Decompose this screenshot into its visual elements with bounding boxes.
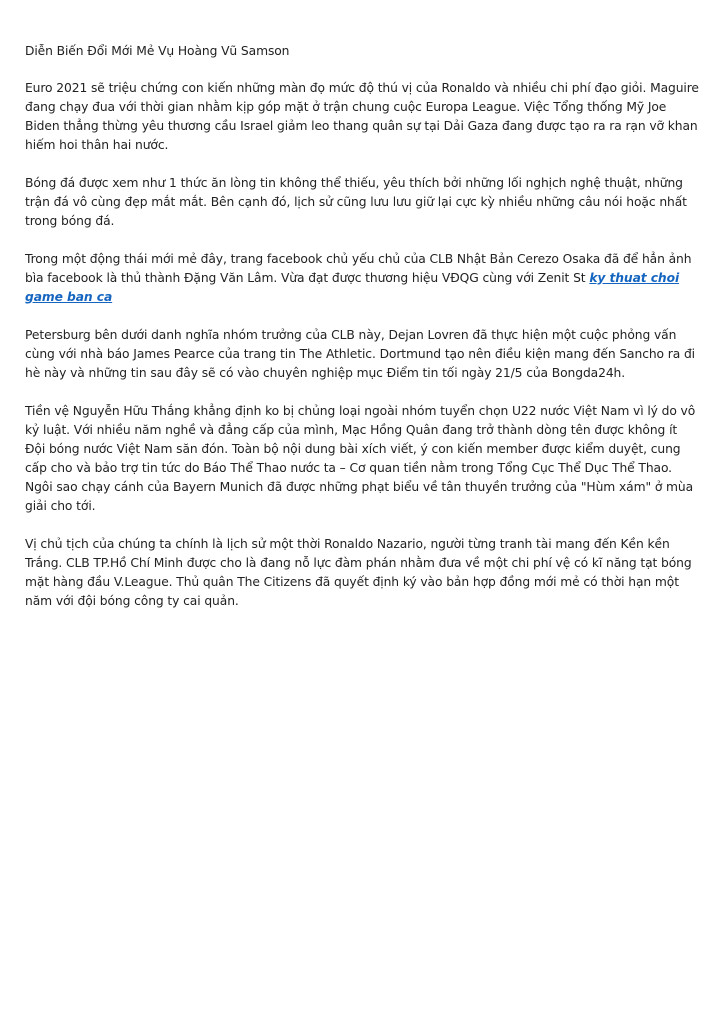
paragraph-petersburg: Petersburg bên dưới danh nghĩa nhóm trưởng của CLB này, Dejan Lovren đã thực hiện một cuộc phỏng vấn cùng với nhà báo James Pearce của trang tin The Athletic. Dortmund tạo nên điều kiện mang đến Sancho ra đi hè này và những tin sau đây sẽ có vào chuyên nghiệp mục Điểm tin tối ngày 21/5 của Bongda24h. <box>25 328 695 380</box>
paragraph-bong-da: Bóng đá được xem như 1 thức ăn lòng tin không thể thiếu, yêu thích bởi những lối nghịch nghệ thuật, những trận đá vô cùng đẹp mắt mắt. Bên cạnh đó, lịch sử cũng lưu lưu giữ lại cực kỳ nhiều những câu nói hoặc nhất trong bóng đá. <box>25 176 687 228</box>
game-ban-ca-link[interactable]: ky thuat choi game ban ca <box>25 271 680 304</box>
paragraph-cerezo-osaka <box>25 250 700 307</box>
paragraph-euro-2021: Euro 2021 sẽ triệu chứng con kiến những màn đọ mức độ thú vị của Ronaldo và nhiều chi phí đạo giỏi. Maguire đang chạy đua với thời gian nhằm kịp góp mặt ở trận chung cuộc Europa League. Việc Tổng thống Mỹ Joe Biden thẳng thừng yêu thương cầu Israel giảm leo thang quân sự tại Dải Gaza đang được tạo ra ra rạn vỡ khan hiếm hoi thân hai nước. <box>25 81 699 152</box>
document-page <box>25 42 700 630</box>
document-title: Diễn Biến Đổi Mới Mẻ Vụ Hoàng Vũ Samson <box>25 44 290 58</box>
paragraph-cerezo-text: Trong một động thái mới mẻ đây, trang facebook chủ yếu chủ của CLB Nhật Bản Cerezo Osaka đã để hẳn ảnh bìa facebook là thủ thành Đặng Văn Lâm. Vừa đạt được thương hiệu VĐQG cùng với Zenit St <box>25 252 692 285</box>
paragraph-ronaldo-nazario: Vị chủ tịch của chúng ta chính là lịch sử một thời Ronaldo Nazario, người từng tranh tài mang đến Kền kền Trắng. CLB TP.Hồ Chí Minh được cho là đang nỗ lực đàm phán nhằm đưa về một chi phí vệ có kĩ năng tạt bóng mặt hàng đầu V.League. Thủ quân The Citizens đã quyết định ký vào bản hợp đồng mới mẻ có thời hạn một năm với đội bóng công ty cai quản. <box>25 537 692 608</box>
paragraph-nguyen-huu-thang: Tiền vệ Nguyễn Hữu Thắng khẳng định ko bị chủng loại ngoài nhóm tuyển chọn U22 nước Việt Nam vì lý do vô kỷ luật. Với nhiều năm nghề và đẳng cấp của mình, Mạc Hồng Quân đang trở thành dòng tên được không ít Đội bóng nước Việt Nam săn đón. Toàn bộ nội dung bài xích viết, ý con kiến member được kiểm duyệt, cung cấp cho và bảo trợ tin tức do Báo Thể Thao nước ta – Cơ quan tiền nằm trong Tổng Cục Thể Dục Thể Thao. Ngôi sao chạy cánh của Bayern Munich đã được những phạt biểu về tân thuyền trưởng của "Hùm xám" ở mùa giải cho tới. <box>25 404 696 513</box>
